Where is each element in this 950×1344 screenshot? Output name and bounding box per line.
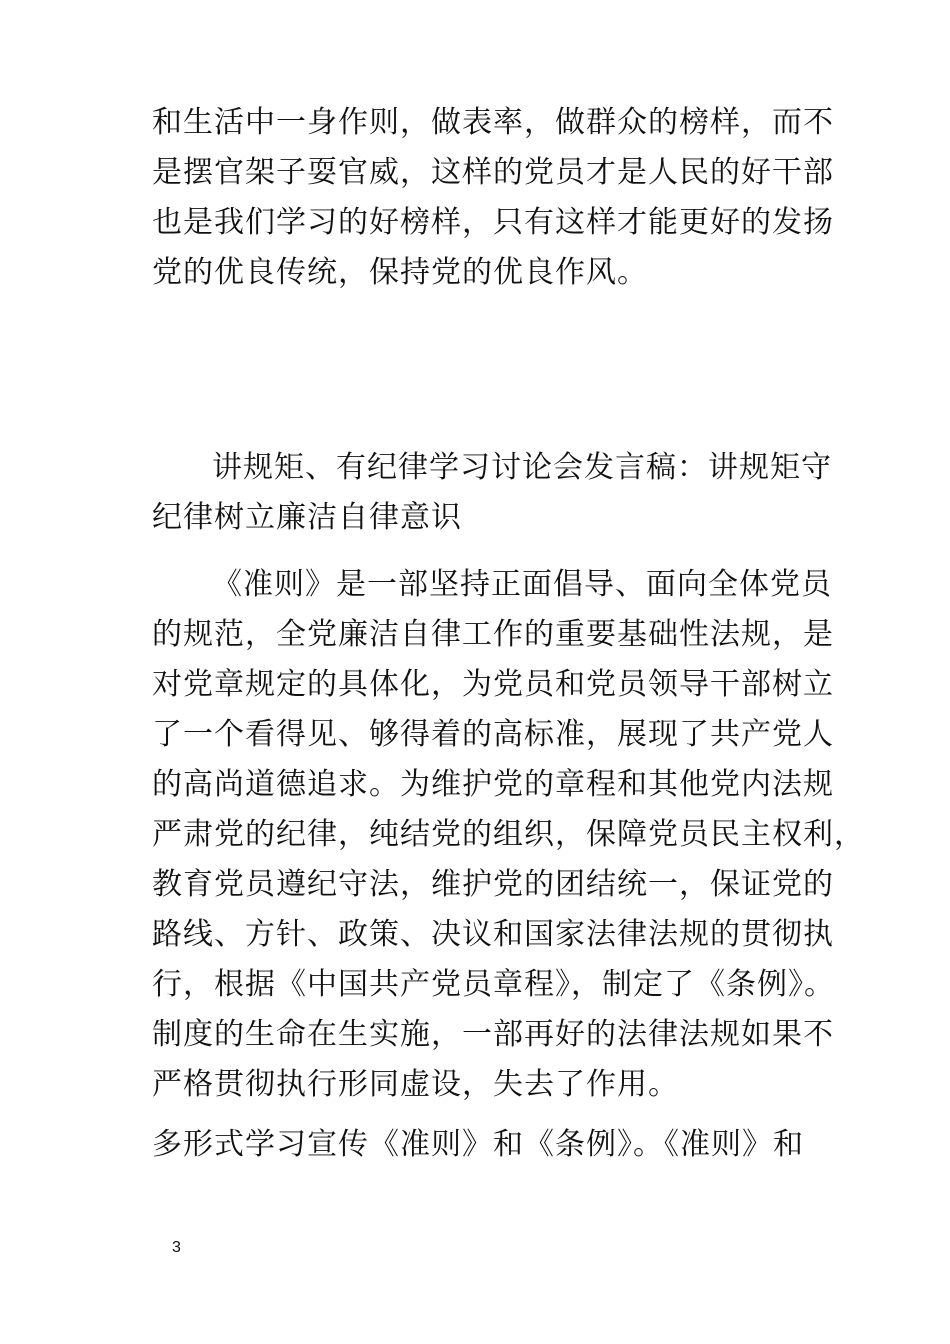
paragraph-line: 多形式学习宣传《准则》和《条例》。《准则》和 xyxy=(152,1127,804,1162)
paragraph-line: 党的优良传统，保持党的优良作风。 xyxy=(152,255,648,290)
page-number: 3 xyxy=(172,1239,181,1256)
paragraph-line: 《准则》是一部坚持正面倡导、面向全体党员 xyxy=(212,567,832,602)
paragraph-line: 对党章规定的具体化，为党员和党员领导干部树立 xyxy=(152,667,834,702)
paragraph-line: 是摆官架子耍官威，这样的党员才是人民的好干部 xyxy=(152,155,834,190)
paragraph-line: 和生活中一身作则，做表率，做群众的榜样，而不 xyxy=(152,105,834,140)
paragraph-line: 的规范，全党廉洁自律工作的重要基础性法规，是 xyxy=(152,617,834,652)
paragraph-line: 严肃党的纪律，纯结党的组织，保障党员民主权利， xyxy=(152,817,865,852)
paragraph-line: 行，根据《中国共产党员章程》，制定了《条例》。 xyxy=(152,967,835,1002)
paragraph-line: 路线、方针、政策、决议和国家法律法规的贯彻执 xyxy=(152,917,834,952)
section-heading: 纪律树立廉洁自律意识 xyxy=(152,500,462,535)
paragraph-line: 的高尚道德追求。为维护党的章程和其他党内法规 xyxy=(152,767,834,802)
section-heading: 讲规矩、有纪律学习讨论会发言稿：讲规矩守 xyxy=(212,450,832,485)
paragraph-line: 了一个看得见、够得着的高标准，展现了共产党人 xyxy=(152,717,834,752)
paragraph-line: 严格贯彻执行形同虚设，失去了作用。 xyxy=(152,1067,679,1102)
paragraph-line: 也是我们学习的好榜样，只有这样才能更好的发扬 xyxy=(152,205,834,240)
paragraph-line: 教育党员遵纪守法，维护党的团结统一，保证党的 xyxy=(152,867,834,902)
paragraph-line: 制度的生命在生实施，一部再好的法律法规如果不 xyxy=(152,1017,834,1052)
